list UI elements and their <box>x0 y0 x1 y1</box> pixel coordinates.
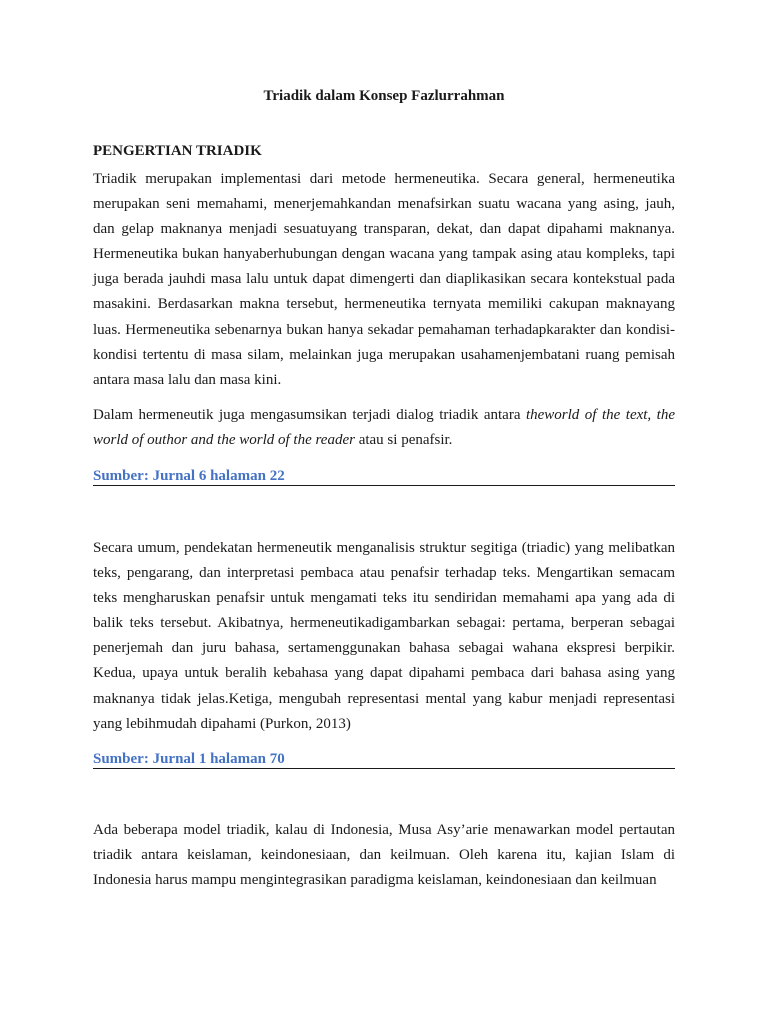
document-title: Triadik dalam Konsep Fazlurrahman <box>263 88 505 104</box>
source-2-underline <box>93 768 675 769</box>
paragraph-hermeneutic-approach: Secara umum, pendekatan hermeneutik menganalisis struktur segitiga (triadic) yang melibatkan teks, pengarang, dan interpretasi pembaca atau penafsir terhadap teks. Mengartikan semacam teks mengharuskan penafsir untuk mengamati teks itu sendiridan memahami apa yang ada di balik teks tersebut. Akibatnya, hermeneutikadigambarkan sebagai: pertama, berperan sebagai penerjemah dan juru bahasa, sertamenggunakan bahasa sebagai wahana ekspresi berpikir. Kedua, upaya untuk beralih kebahasa yang dapat dipahami pembaca dari bahasa asing yang maknanya tidak jelas.Ketiga, mengubah representasi mental yang kabur menjadi representasi yang lebihmudah dipahami (Purkon, 2013) <box>93 540 675 732</box>
paragraph-triadic-models: Ada beberapa model triadik, kalau di Indonesia, Musa Asy’arie menawarkan model pertautan triadik antara keislaman, keindonesiaan, dan keilmuan. Oleh karena itu, kajian Islam di Indonesia harus mampu mengintegrasikan paradigma keislaman, keindonesiaan dan keilmuan <box>93 822 675 889</box>
section-heading: PENGERTIAN TRIADIK <box>93 143 262 159</box>
paragraph-definition: Triadik merupakan implementasi dari metode hermeneutika. Secara general, hermeneutika merupakan seni memahami, menerjemahkandan menafsirkan suatu wacana yang asing, jauh, dan gelap maknanya menjadi sesuatuyang transparan, dekat, dan dapat dipahami maknanya. Hermeneutika bukan hanyaberhubungan dengan wacana yang tampak asing atau kompleks, tapi juga berada jauhdi masa lalu untuk dapat dimengerti dan diaplikasikan secara kontekstual pada masakini. Berdasarkan makna tersebut, hermeneutika ternyata memiliki cakupan maknayang luas. Hermeneutika sebenarnya bukan hanya sekadar pemahaman terhadapkarakter dan kondisi-kondisi tertentu di masa silam, melainkan juga merupakan usahamenjembatani ruang pemisah antara masa lalu dan masa kini. <box>93 171 675 388</box>
source-citation-1: Sumber: Jurnal 6 halaman 22 <box>93 468 285 484</box>
source-1-underline <box>93 485 675 486</box>
paragraph-triadic-dialog-prefix: Dalam hermeneutik juga mengasumsikan terjadi dialog triadik antara <box>93 407 526 423</box>
paragraph-triadic-dialog-suffix: atau si penafsir. <box>354 432 453 449</box>
paragraph-triadic-dialog-italic: theworld of the text, the world of outhor and the world of the reader <box>93 407 675 449</box>
paragraph-triadic-dialog <box>93 403 675 453</box>
source-citation-2: Sumber: Jurnal 1 halaman 70 <box>93 751 285 767</box>
